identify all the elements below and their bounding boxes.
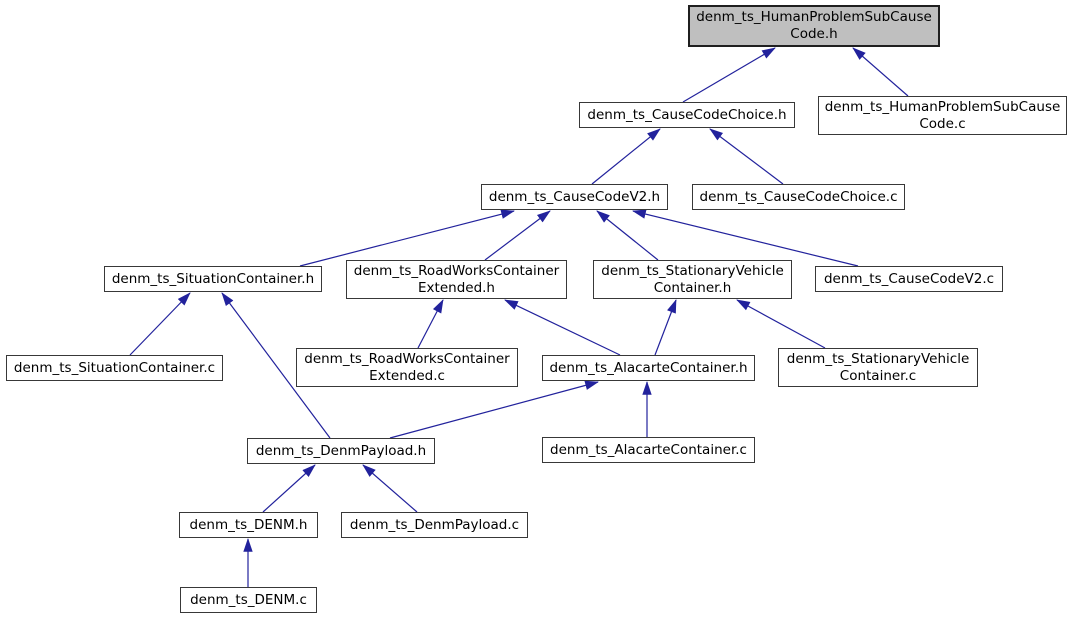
graph-node-label: denm_ts_StationaryVehicle (786, 350, 970, 367)
graph-node-denm_ts_HumanProblemSubCauseCode_h (688, 5, 940, 47)
graph-node-label: Extended.c (369, 367, 445, 384)
graph-node-label: denm_ts_SituationContainer.h (111, 270, 315, 287)
graph-node-label: Extended.h (418, 279, 495, 296)
graph-node-label: denm_ts_DenmPayload.c (349, 516, 520, 533)
graph-node-denm_ts_HumanProblemSubCauseCode_c[interactable] (818, 96, 1067, 135)
graph-node-label: Container.c (839, 367, 917, 384)
graph-node-denm_ts_AlacarteContainer_h[interactable] (542, 355, 755, 381)
graph-node-label: denm_ts_AlacarteContainer.h (549, 359, 748, 376)
include-edge-denm_ts_RoadWorksContainerExtended_h-to-denm_ts_CauseCodeV2_h (485, 211, 550, 260)
include-edge-denm_ts_CauseCodeChoice_c-to-denm_ts_CauseCodeChoice_h (710, 129, 783, 184)
include-edge-denm_ts_DenmPayload_h-to-denm_ts_AlacarteContainer_h (390, 382, 598, 438)
graph-node-label: Code.c (919, 115, 966, 132)
graph-node-denm_ts_SituationContainer_c[interactable] (6, 355, 223, 381)
graph-node-denm_ts_DenmPayload_h[interactable] (247, 438, 435, 464)
include-edge-denm_ts_CauseCodeV2_h-to-denm_ts_CauseCodeChoice_h (592, 129, 660, 184)
include-edge-denm_ts_RoadWorksContainerExtended_c-to-denm_ts_RoadWorksContainerExtended_h (418, 300, 443, 348)
graph-node-label: denm_ts_CauseCodeChoice.c (699, 188, 898, 205)
graph-node-label: denm_ts_DENM.c (190, 591, 307, 608)
include-edge-denm_ts_SituationContainer_h-to-denm_ts_CauseCodeV2_h (300, 211, 514, 266)
include-edge-denm_ts_AlacarteContainer_h-to-denm_ts_RoadWorksContainerExtended_h (505, 300, 620, 355)
graph-node-denm_ts_CauseCodeV2_c[interactable] (815, 266, 1003, 292)
graph-node-label: denm_ts_CauseCodeV2.h (488, 188, 661, 205)
include-edge-denm_ts_SituationContainer_c-to-denm_ts_SituationContainer_h (130, 293, 190, 355)
include-edge-denm_ts_DenmPayload_c-to-denm_ts_DenmPayload_h (363, 465, 417, 512)
include-edge-denm_ts_HumanProblemSubCauseCode_c-to-denm_ts_HumanProblemSubCauseCode_h (853, 48, 908, 96)
graph-node-label: denm_ts_CauseCodeV2.c (823, 270, 995, 287)
graph-node-denm_ts_DENM_c[interactable] (180, 587, 317, 613)
graph-node-denm_ts_DENM_h[interactable] (179, 512, 318, 538)
include-edge-denm_ts_StationaryVehicleContainer_c-to-denm_ts_StationaryVehicleContainer_h (737, 300, 825, 348)
graph-node-label: Container.h (653, 279, 732, 296)
graph-node-label: denm_ts_StationaryVehicle (601, 262, 784, 279)
graph-node-label: denm_ts_AlacarteContainer.c (550, 441, 747, 458)
include-edge-denm_ts_CauseCodeChoice_h-to-denm_ts_HumanProblemSubCauseCode_h (683, 48, 775, 102)
include-edge-denm_ts_AlacarteContainer_h-to-denm_ts_StationaryVehicleContainer_h (655, 300, 676, 355)
graph-node-denm_ts_CauseCodeChoice_h[interactable] (579, 102, 795, 128)
graph-node-denm_ts_RoadWorksContainerExtended_c[interactable] (296, 348, 518, 387)
graph-node-label: denm_ts_SituationContainer.c (13, 359, 216, 376)
graph-node-label: denm_ts_CauseCodeChoice.h (587, 106, 787, 123)
graph-node-denm_ts_RoadWorksContainerExtended_h[interactable] (346, 260, 567, 299)
graph-node-label: denm_ts_DENM.h (189, 516, 308, 533)
graph-node-label: denm_ts_RoadWorksContainer (304, 350, 510, 367)
graph-node-label: denm_ts_DenmPayload.h (255, 442, 427, 459)
graph-node-label: denm_ts_HumanProblemSubCause (824, 98, 1061, 115)
graph-node-denm_ts_SituationContainer_h[interactable] (104, 266, 322, 292)
graph-node-denm_ts_AlacarteContainer_c[interactable] (542, 437, 755, 463)
include-edge-denm_ts_DENM_h-to-denm_ts_DenmPayload_h (263, 465, 315, 512)
graph-node-denm_ts_CauseCodeV2_h[interactable] (481, 184, 668, 210)
include-edge-denm_ts_StationaryVehicleContainer_h-to-denm_ts_CauseCodeV2_h (597, 211, 658, 260)
graph-node-denm_ts_StationaryVehicleContainer_c[interactable] (778, 348, 978, 387)
graph-node-denm_ts_CauseCodeChoice_c[interactable] (692, 184, 905, 210)
graph-node-denm_ts_StationaryVehicleContainer_h[interactable] (593, 260, 792, 299)
graph-node-denm_ts_DenmPayload_c[interactable] (341, 512, 528, 538)
include-edge-denm_ts_CauseCodeV2_c-to-denm_ts_CauseCodeV2_h (633, 211, 858, 266)
graph-node-label: Code.h (790, 26, 838, 42)
graph-node-label: denm_ts_HumanProblemSubCause (696, 9, 932, 25)
graph-node-label: denm_ts_RoadWorksContainer (353, 262, 560, 279)
